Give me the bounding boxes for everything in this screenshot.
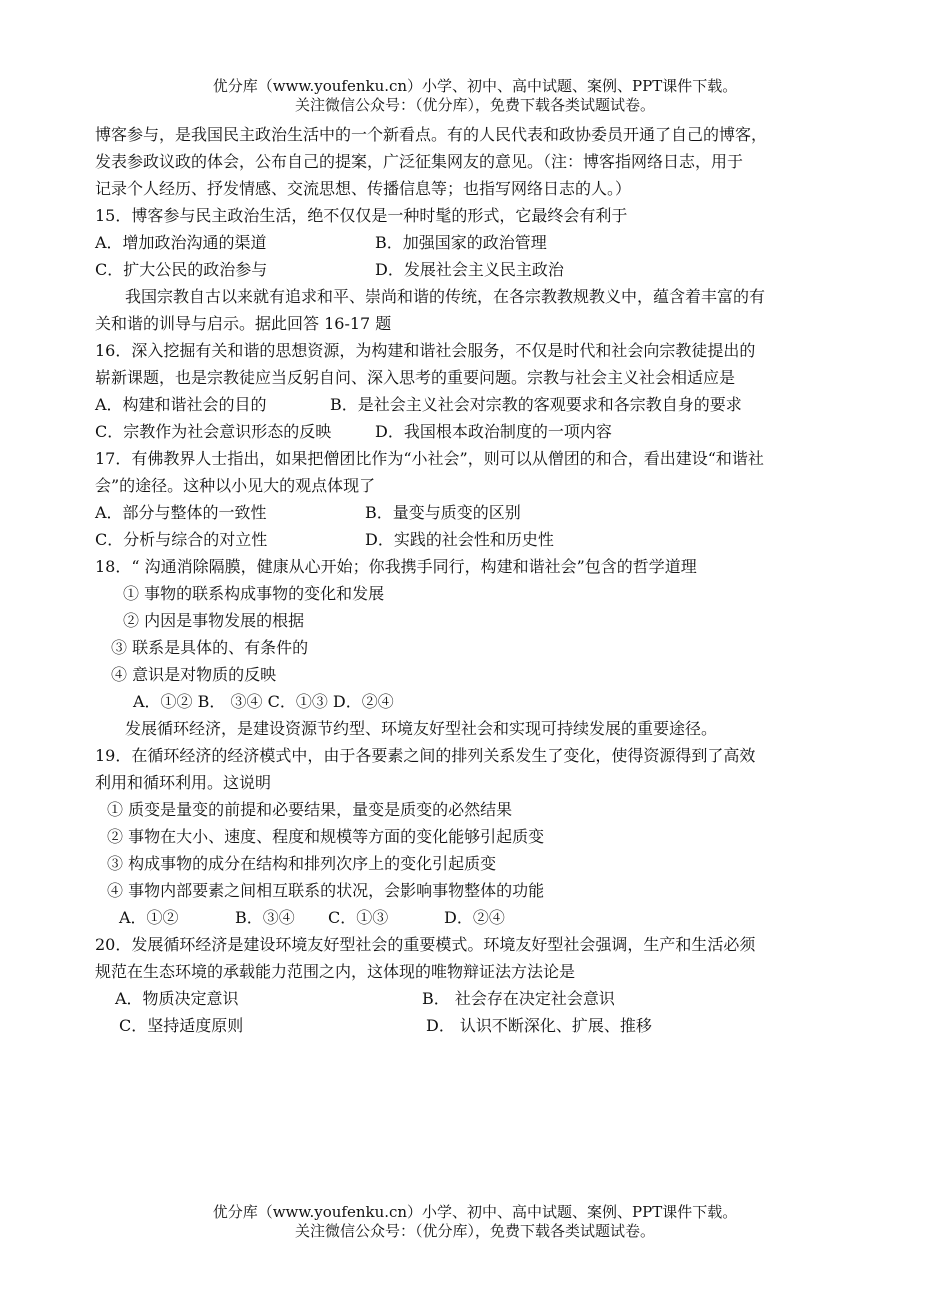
q15-stem: 15．博客参与民主政治生活，绝不仅仅是一种时髦的形式，它最终会有利于 [95,206,628,225]
q16-option-d: D．我国根本政治制度的一项内容 [375,422,612,441]
q19-line-2: 利用和循环利用。这说明 [95,773,272,792]
page-header [0,77,950,115]
q15-option-c: C．扩大公民的政治参与 [95,260,268,279]
page-footer [0,1203,950,1241]
q18-statement-4: ④ 意识是对物质的反映 [111,665,277,684]
q19-statement-3: ③ 构成事物的成分在结构和排列次序上的变化引起质变 [107,854,497,873]
q19-option-d: D．②④ [444,908,505,927]
q15-option-a: A．增加政治沟通的渠道 [95,233,267,252]
circular-passage: 发展循环经济，是建设资源节约型、环境友好型社会和实现可持续发展的重要途径。 [125,719,718,738]
q17-line-2: 会”的途径。这种以小见大的观点体现了 [95,476,376,495]
q17-option-d: D．实践的社会性和历史性 [365,530,554,549]
q20-option-c: C．坚持适度原则 [119,1016,244,1035]
q20-option-d: D． 认识不断深化、扩展、推移 [426,1016,652,1035]
q18-statement-1: ① 事物的联系构成事物的变化和发展 [123,584,385,603]
q16-line-2: 崭新课题，也是宗教徒应当反躬自问、深入思考的重要问题。宗教与社会主义社会相适应是 [95,368,736,387]
q20-option-a: A．物质决定意识 [115,989,239,1008]
q19-statement-1: ① 质变是量变的前提和必要结果，量变是质变的必然结果 [107,800,513,819]
q19-statement-4: ④ 事物内部要素之间相互联系的状况，会影响事物整体的功能 [107,881,545,900]
header-line-2: 关注微信公众号：（优分库），免费下载各类试题试卷。 [294,96,655,114]
q15-option-b: B．加强国家的政治管理 [375,233,547,252]
q16-option-a: A．构建和谐社会的目的 [95,395,267,414]
intro-line-1: 博客参与，是我国民主政治生活中的一个新看点。有的人民代表和政协委员开通了自己的博客， [95,125,768,144]
q20-line-1: 20．发展循环经济是建设环境友好型社会的重要模式。环境友好型社会强调，生产和生活必须 [95,935,756,954]
q19-option-c: C．①③ [328,908,389,927]
q17-option-c: C．分析与综合的对立性 [95,530,268,549]
q19-statement-2: ② 事物在大小、速度、程度和规模等方面的变化能够引起质变 [107,827,545,846]
religion-line-1: 我国宗教自古以来就有追求和平、崇尚和谐的传统，在各宗教教规教义中，蕴含着丰富的有 [125,287,766,306]
intro-line-2: 发表参政议政的体会，公布自己的提案，广泛征集网友的意见。（注：博客指网络日志，用于 [95,152,744,171]
religion-line-2: 关和谐的训导与启示。据此回答 16-17 题 [95,314,392,333]
q16-option-c: C．宗教作为社会意识形态的反映 [95,422,332,441]
footer-line-2: 关注微信公众号：（优分库），免费下载各类试题试卷。 [294,1222,655,1240]
q16-line-1: 16．深入挖掘有关和谐的思想资源，为构建和谐社会服务，不仅是时代和社会向宗教徒提出的 [95,341,756,360]
q19-option-b: B．③④ [235,908,295,927]
q19-line-1: 19．在循环经济的经济模式中，由于各要素之间的排列关系发生了变化，使得资源得到了高效 [95,746,756,765]
q17-option-b: B．量变与质变的区别 [365,503,521,522]
q19-option-a: A．①② [119,908,179,927]
q17-option-a: A．部分与整体的一致性 [95,503,267,522]
q18-stem: 18．“ 沟通消除隔膜，健康从心开始；你我携手同行，构建和谐社会”包含的哲学道理 [95,557,697,576]
q16-option-b: B．是社会主义社会对宗教的客观要求和各宗教自身的要求 [330,395,742,414]
q18-statement-3: ③ 联系是具体的、有条件的 [111,638,309,657]
q18-options: A．①② B． ③④ C．①③ D．②④ [133,692,394,711]
intro-line-3: 记录个人经历、抒发情感、交流思想、传播信息等；也指写网络日志的人。） [95,179,632,198]
header-line-1: 优分库（www.youfenku.cn）小学、初中、高中试题、案例、PPT课件下载。 [212,77,738,95]
q20-line-2: 规范在生态环境的承载能力范围之内，这体现的唯物辩证法方法论是 [95,962,576,981]
footer-line-1: 优分库（www.youfenku.cn）小学、初中、高中试题、案例、PPT课件下载。 [212,1203,738,1221]
q18-statement-2: ② 内因是事物发展的根据 [123,611,305,630]
q20-option-b: B． 社会存在决定社会意识 [422,989,615,1008]
q17-line-1: 17．有佛教界人士指出，如果把僧团比作为“小社会”，则可以从僧团的和合，看出建设“和谐社 [95,449,764,468]
q15-option-d: D．发展社会主义民主政治 [375,260,564,279]
